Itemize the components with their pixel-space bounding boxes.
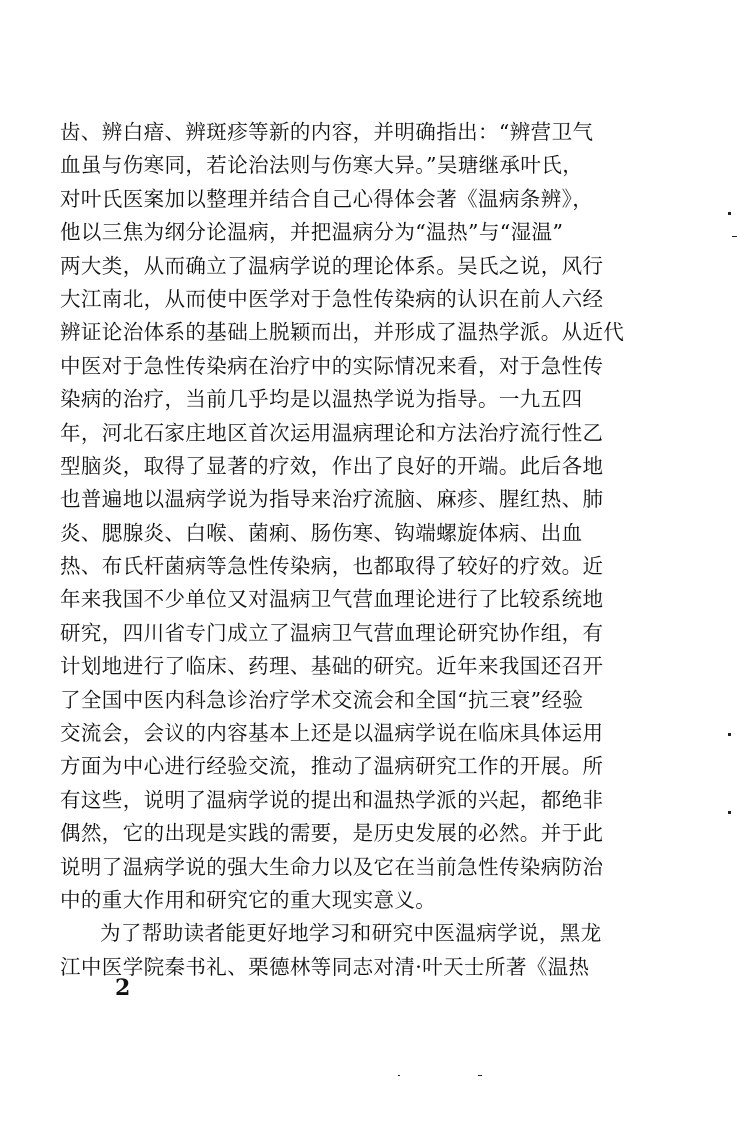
text-line: 方面为中心进行经验交流，推动了温病研究工作的开展。所 <box>60 754 604 779</box>
text-line: 江中医学院秦书礼、栗德林等同志对清·叶天士所著《温热 <box>60 954 590 979</box>
text-line: 染病的治疗，当前几乎均是以温热学说为指导。一九五四 <box>60 387 583 412</box>
text-line: 齿、辨白瘖、辨斑疹等新的内容，并明确指出：“辨营卫气 <box>60 120 594 144</box>
text-line: 交流会，会议的内容基本上还是以温病学说在临床具体运用 <box>60 721 604 746</box>
scan-speck <box>398 1075 400 1076</box>
text-line: 研究，四川省专门成立了温病卫气营血理论研究协作组，有 <box>60 620 604 645</box>
text-line: 了全国中医内科急诊治疗学术交流会和全国“抗三衰”经验 <box>60 687 584 712</box>
body-text <box>60 116 650 984</box>
text-line: 中医对于急性传染病在治疗中的实际情况来看，对于急性传 <box>60 353 604 378</box>
scan-speck <box>732 236 737 237</box>
scan-speck <box>728 811 731 814</box>
text-line: 型脑炎，取得了显著的疗效，作出了良好的开端。此后各地 <box>60 453 604 478</box>
text-line: 年来我国不少单位又对温病卫气营血理论进行了比较系统地 <box>60 587 604 612</box>
text-line: 热、布氏杆菌病等急性传染病，也都取得了较好的疗效。近 <box>60 554 604 579</box>
text-line: 说明了温病学说的强大生命力以及它在当前急性传染病防治 <box>60 854 604 879</box>
scan-speck <box>478 1075 482 1076</box>
scan-speck <box>728 733 731 736</box>
text-line: 他以三焦为纲分论温病，并把温病分为“温热”与“湿温” <box>60 220 564 245</box>
text-line: 计划地进行了临床、药理、基础的研究。近年来我国还召开 <box>60 654 604 679</box>
scan-speck <box>728 212 731 215</box>
page-number: 2 <box>115 975 131 1001</box>
text-line: 辨证论治体系的基础上脱颖而出，并形成了温热学派。从近代 <box>60 320 625 345</box>
text-line: 对叶氏医案加以整理并结合自己心得体会著《温病条辨》， <box>60 186 594 211</box>
text-line: 年，河北石家庄地区首次运用温病理论和方法治疗流行性乙 <box>60 420 604 445</box>
text-line: 有这些，说明了温病学说的提出和温热学派的兴起，都绝非 <box>60 787 604 812</box>
text-line: 两大类，从而确立了温病学说的理论体系。吴氏之说，风行 <box>60 253 604 278</box>
text-line: 血虽与伤寒同，若论治法则与伤寒大异。”吴瑭继承叶氏， <box>60 153 584 178</box>
text-line: 偶然，它的出现是实践的需要，是历史发展的必然。并于此 <box>60 821 604 846</box>
text-line: 中的重大作用和研究它的重大现实意义。 <box>60 887 437 912</box>
text-line: 也普遍地以温病学说为指导来治疗流脑、麻疹、腥红热、肺 <box>60 487 604 512</box>
text-line: 大江南北，从而使中医学对于急性传染病的认识在前人六经 <box>60 286 604 311</box>
paragraph-start-line: 为了帮助读者能更好地学习和研究中医温病学说，黑龙 <box>100 921 602 946</box>
text-line: 炎、腮腺炎、白喉、菌痢、肠伤寒、钩端螺旋体病、出血 <box>60 520 583 545</box>
